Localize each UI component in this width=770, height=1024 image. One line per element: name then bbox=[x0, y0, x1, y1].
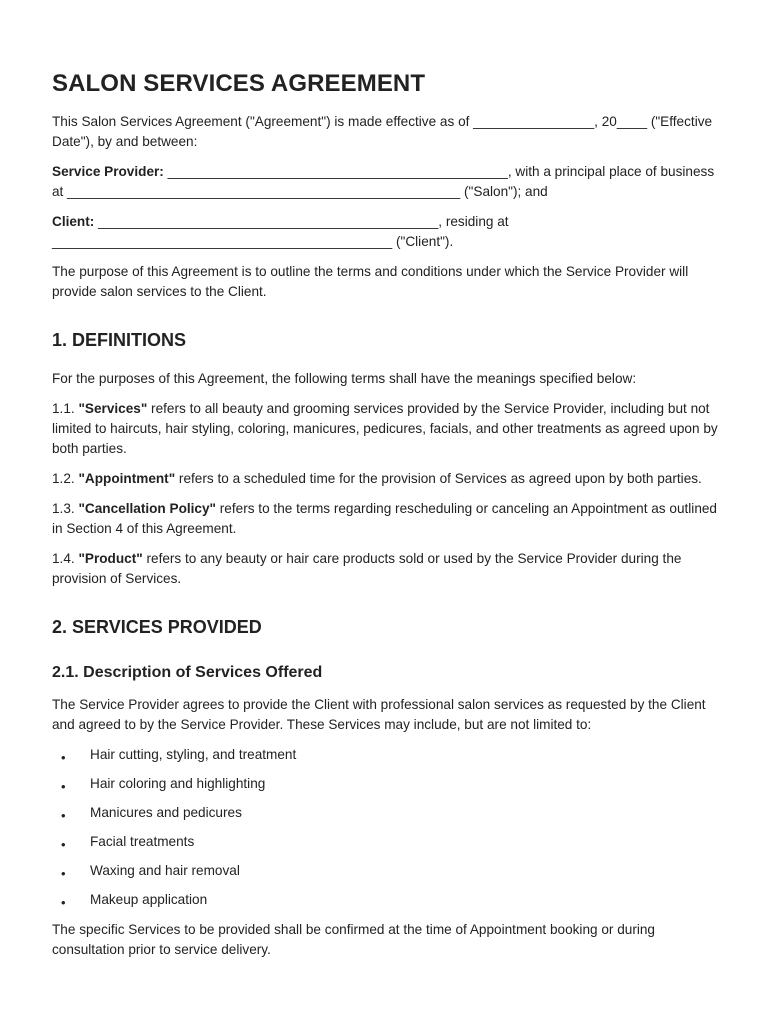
definition-text: refers to the terms regarding rescheduling or canceling an Appointment as outlined in Section 4 of this Agreement. bbox=[52, 501, 717, 536]
list-item bbox=[52, 803, 720, 823]
bullet-icon: • bbox=[61, 750, 66, 765]
definition-term: "Product" bbox=[78, 551, 143, 566]
definition-text: refers to all beauty and grooming services provided by the Service Provider, including but not limited to haircuts, hair styling, coloring, manicures, pedicures, facials, and other treatments as agreed upon by both parties. bbox=[52, 401, 718, 456]
document-title: SALON SERVICES AGREEMENT bbox=[52, 70, 426, 97]
definition-number: 1.3. bbox=[52, 501, 79, 516]
list-item bbox=[52, 745, 720, 765]
definition-item bbox=[52, 469, 720, 489]
list-item-text: Waxing and hair removal bbox=[90, 863, 240, 878]
section-heading-services-provided: 2. SERVICES PROVIDED bbox=[52, 617, 262, 637]
list-item-text: Hair coloring and highlighting bbox=[90, 776, 266, 791]
list-item bbox=[52, 774, 720, 794]
definition-number: 1.1. bbox=[52, 401, 79, 416]
service-provider-text: _____________________________________________, with a principal place of business at ____________________________________________________ ("Salon"); and bbox=[52, 164, 715, 199]
list-item-text: Hair cutting, styling, and treatment bbox=[90, 747, 297, 762]
list-item bbox=[52, 861, 720, 881]
subsection-heading-description: 2.1. Description of Services Offered bbox=[52, 664, 323, 681]
purpose-paragraph: The purpose of this Agreement is to outline the terms and conditions under which the Service Provider will provide salon services to the Client. bbox=[52, 264, 689, 299]
services-list bbox=[52, 745, 720, 910]
definition-item bbox=[52, 499, 720, 539]
list-item bbox=[52, 832, 720, 852]
definition-number: 1.4. bbox=[52, 551, 79, 566]
definition-text: refers to a scheduled time for the provision of Services as agreed upon by both parties. bbox=[175, 471, 702, 486]
definition-term: "Appointment" bbox=[78, 471, 176, 486]
client-label: Client: bbox=[52, 214, 95, 229]
client-paragraph bbox=[52, 212, 720, 252]
bullet-icon: • bbox=[61, 837, 66, 852]
service-provider-label: Service Provider: bbox=[52, 164, 164, 179]
definition-item bbox=[52, 549, 720, 589]
client-text: _____________________________________________, residing at _____________________________________________ ("Client"). bbox=[52, 214, 509, 249]
bullet-icon: • bbox=[61, 808, 66, 823]
intro-paragraph: This Salon Services Agreement ("Agreement") is made effective as of ________________, 20____ ("Effective Date"), by and between: bbox=[52, 114, 713, 149]
definitions-intro: For the purposes of this Agreement, the following terms shall have the meanings specified below: bbox=[52, 371, 637, 386]
section-heading-definitions: 1. DEFINITIONS bbox=[52, 330, 187, 350]
services-intro: The Service Provider agrees to provide the Client with professional salon services as requested by the Client and agreed to by the Service Provider. These Services may include, but are not limited to: bbox=[52, 697, 706, 732]
list-item-text: Facial treatments bbox=[90, 834, 195, 849]
list-item-text: Makeup application bbox=[90, 892, 208, 907]
document-page bbox=[52, 70, 720, 970]
service-provider-paragraph bbox=[52, 162, 720, 202]
list-item-text: Manicures and pedicures bbox=[90, 805, 242, 820]
bullet-icon: • bbox=[61, 866, 66, 881]
definition-item bbox=[52, 399, 720, 459]
services-closing: The specific Services to be provided shall be confirmed at the time of Appointment booking or during consultation prior to service delivery. bbox=[52, 922, 655, 957]
bullet-icon: • bbox=[61, 779, 66, 794]
bullet-icon: • bbox=[61, 895, 66, 910]
list-item bbox=[52, 890, 720, 910]
definition-text: refers to any beauty or hair care products sold or used by the Service Provider during the provision of Services. bbox=[52, 551, 682, 586]
definition-term: "Services" bbox=[78, 401, 148, 416]
definition-number: 1.2. bbox=[52, 471, 79, 486]
definition-term: "Cancellation Policy" bbox=[78, 501, 216, 516]
